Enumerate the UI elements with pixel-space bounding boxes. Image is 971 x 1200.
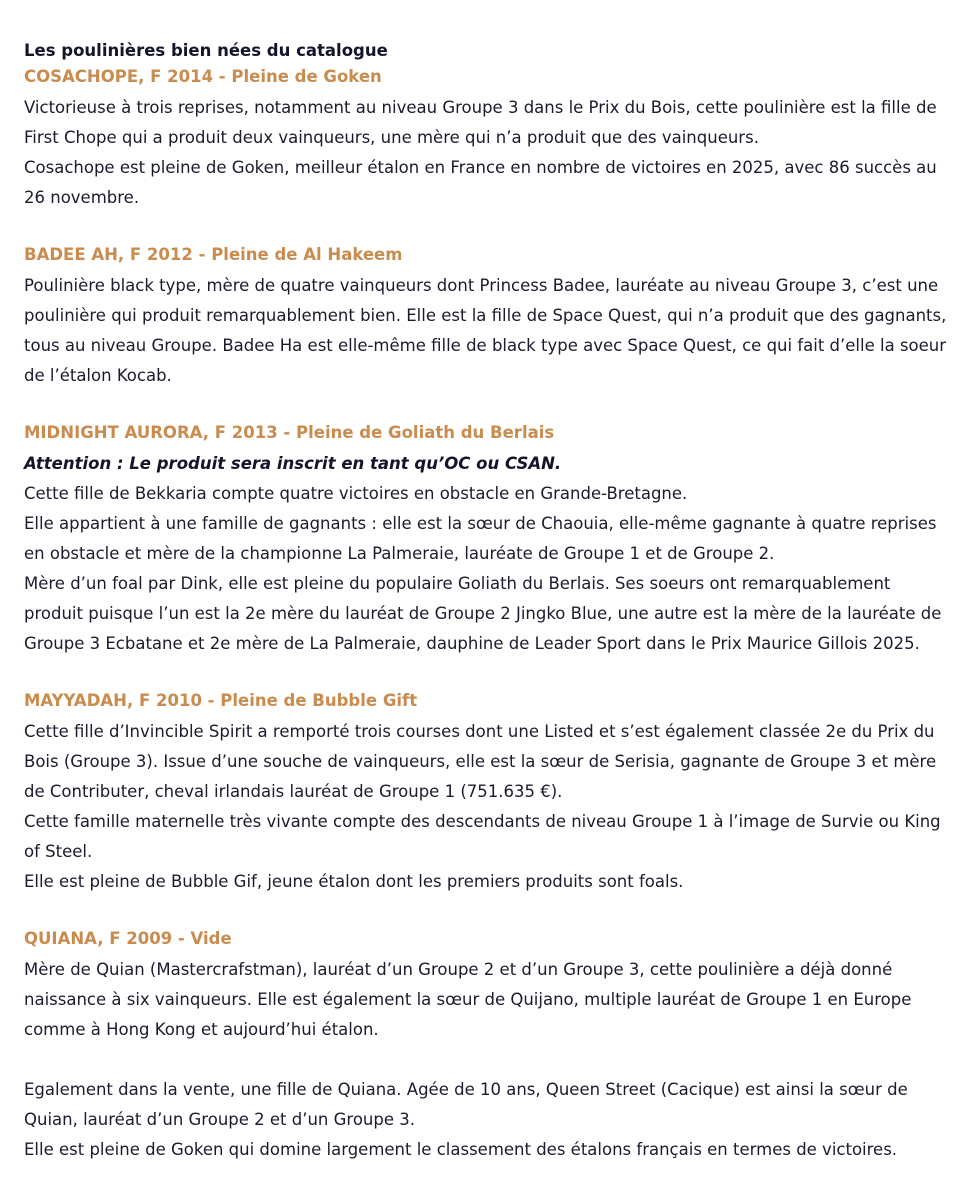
mare-heading: MIDNIGHT AURORA, F 2013 - Pleine de Goliath du Berlais: [24, 423, 555, 442]
paragraph: Elle est pleine de Goken qui domine largement le classement des étalons français en termes de victoires.: [24, 1140, 898, 1159]
paragraph: Mère d’un foal par Dink, elle est pleine du populaire Goliath du Berlais. Ses soeurs ont remarquablement produit puisque l’un est la 2e mère du lauréat de Groupe 2 Jingko Blue, une autre est la mère de la lauréate de Groupe 3 Ecbatane et 2e mère de La Palmeraie, dauphine de Leader Sport dans le Prix Maurice Gillois 2025.: [24, 574, 942, 653]
mare-section-mayyadah: [24, 688, 947, 897]
paragraph: Victorieuse à trois reprises, notamment au niveau Groupe 3 dans le Prix du Bois, cette poulinière est la fille de First Chope qui a produit deux vainqueurs, une mère qui n’a produit que des vainqueurs.: [24, 98, 937, 147]
page-title: Les poulinières bien nées du catalogue: [24, 41, 388, 60]
mare-heading: QUIANA, F 2009 - Vide: [24, 929, 232, 948]
paragraph: Poulinière black type, mère de quatre vainqueurs dont Princess Badee, lauréate au niveau Groupe 3, c’est une poulinière qui produit remarquablement bien. Elle est la fille de Space Quest, qui n’a produit que des gagnants, tous au niveau Groupe. Badee Ha est elle-même fille de black type avec Space Quest, ce qui fait d’elle la soeur de l’étalon Kocab.: [24, 276, 947, 385]
paragraph: Cette fille d’Invincible Spirit a remporté trois courses dont une Listed et s’est également classée 2e du Prix du Bois (Groupe 3). Issue d’une souche de vainqueurs, elle est la sœur de Serisia, gagnante de Groupe 3 et mère de Contributer, cheval irlandais lauréat de Groupe 1 (751.635 €).: [24, 722, 937, 801]
paragraph: Cosachope est pleine de Goken, meilleur étalon en France en nombre de victoires en 2025, avec 86 succès au 26 novembre.: [24, 158, 937, 207]
paragraph: Cette fille de Bekkaria compte quatre victoires en obstacle en Grande-Bretagne.: [24, 484, 688, 503]
mare-heading: MAYYADAH, F 2010 - Pleine de Bubble Gift: [24, 691, 418, 710]
paragraph: Egalement dans la vente, une fille de Quiana. Agée de 10 ans, Queen Street (Cacique) est ainsi la sœur de Quian, lauréat d’un Groupe 2 et d’un Groupe 3.: [24, 1080, 908, 1129]
warning-notice: Attention : Le produit sera inscrit en tant qu’OC ou CSAN.: [24, 454, 562, 473]
mare-heading: COSACHOPE, F 2014 - Pleine de Goken: [24, 67, 382, 86]
paragraph: Elle est pleine de Bubble Gif, jeune étalon dont les premiers produits sont foals.: [24, 872, 684, 891]
paragraph-spacer: [24, 1045, 947, 1075]
paragraph: Cette famille maternelle très vivante compte des descendants de niveau Groupe 1 à l’image de Survie ou King of Steel.: [24, 812, 941, 861]
mare-heading: BADEE AH, F 2012 - Pleine de Al Hakeem: [24, 245, 403, 264]
paragraph: Mère de Quian (Mastercrafstman), lauréat d’un Groupe 2 et d’un Groupe 3, cette poulinière a déjà donné naissance à six vainqueurs. Elle est également la sœur de Quijano, multiple lauréat de Groupe 1 en Europe comme à Hong Kong et aujourd’hui étalon.: [24, 960, 912, 1039]
mare-section-cosachope: [24, 64, 947, 213]
mare-section-badee-ah: [24, 242, 947, 391]
paragraph: Elle appartient à une famille de gagnants : elle est la sœur de Chaouia, elle-même gagnante à quatre reprises en obstacle et mère de la championne La Palmeraie, lauréate de Groupe 1 et de Groupe 2.: [24, 514, 937, 563]
mare-section-midnight-aurora: [24, 420, 947, 659]
mare-section-quiana: [24, 926, 947, 1165]
